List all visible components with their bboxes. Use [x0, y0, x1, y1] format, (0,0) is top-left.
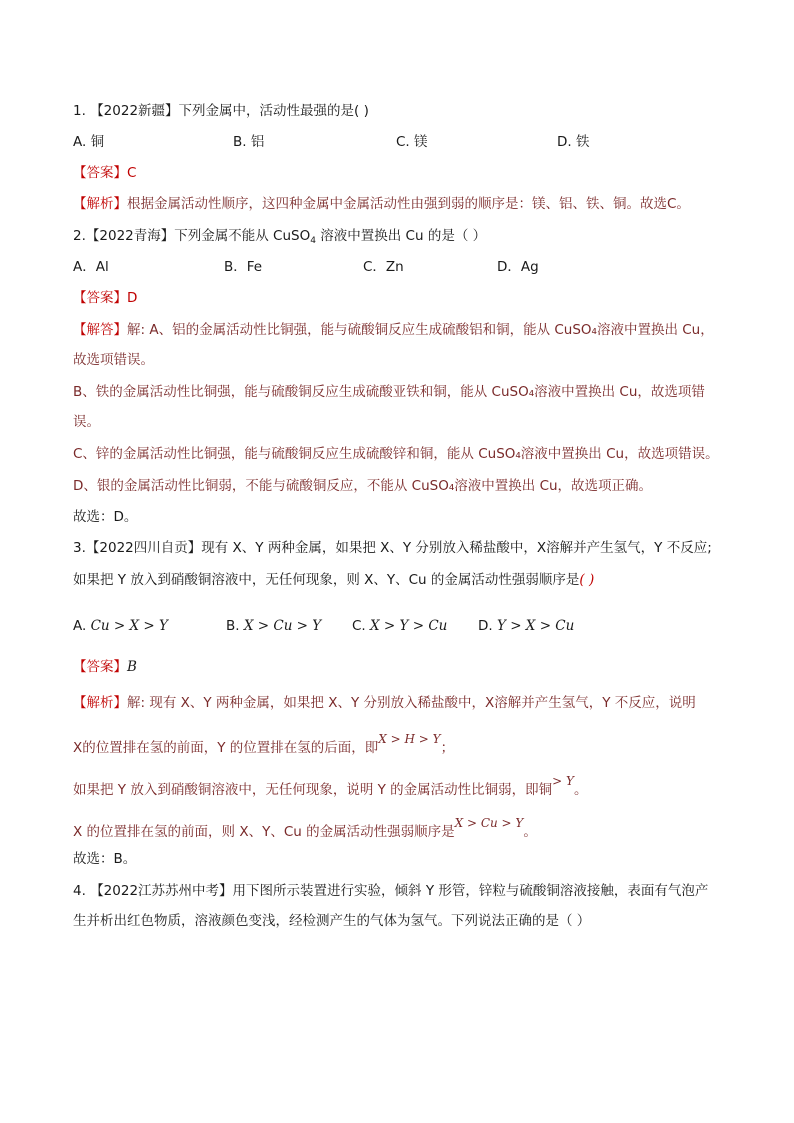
q2-option-a: A．Al [73, 259, 109, 275]
q3-stem-text1: 现有 X、Y 两种金属，如果把 X、Y 分别放入稀盐酸中，X溶解并产生氢气，Y 不反应; [201, 540, 712, 556]
q4-number: 4. [73, 883, 86, 899]
q2-answer [73, 288, 137, 308]
q1-source: 【2022新疆】 [90, 103, 179, 119]
q2-analysis-a [73, 320, 714, 340]
q2-source: 【2022青海】 [85, 228, 175, 244]
q3-analysis-line4 [73, 816, 537, 842]
q2-conclusion: 故选：D。 [73, 509, 138, 525]
q3-option-d-expr: Y > X > Cu [496, 618, 575, 634]
q3-option-a [73, 616, 168, 636]
q3-line4-text: X 的位置排在氢的前面，则 X、Y、Cu 的金属活动性强弱顺序是 [73, 824, 455, 840]
q4-stem-text1: 用下图所示装置进行实验，倾斜 Y 形管，锌粒与硫酸铜溶液接触，表面有气泡产 [232, 883, 709, 899]
q4-stem-line1 [73, 881, 708, 901]
q2-d-line: D、银的金属活动性比铜弱，不能与硫酸铜反应，不能从 CuSO₄溶液中置换出 Cu，故选项正确。 [73, 478, 653, 494]
q2-stem [73, 226, 486, 251]
q3-line1: 解: 现有 X、Y 两种金属，如果把 X、Y 分别放入稀盐酸中，X溶解并产生氢气，Y 不反应，说明 [127, 695, 696, 711]
q3-option-d-letter: D. [478, 618, 493, 634]
q2-stem-sub: 4 [310, 236, 316, 246]
q3-analysis-line3 [73, 774, 588, 800]
q3-option-b [226, 616, 321, 636]
q2-c-line: C、锌的金属活动性比铜强，能与硫酸铜反应生成硫酸锌和铜，能从 CuSO₄溶液中置换出 Cu，故选项错误。 [73, 446, 719, 462]
q3-line4-math: X > Cu > Y [454, 816, 524, 830]
q1-number: 1. [73, 103, 86, 119]
q3-option-c-letter: C. [352, 618, 366, 634]
q4-source: 【2022江苏苏州中考】 [90, 883, 233, 899]
q3-stem-paren: ( ) [579, 572, 595, 588]
q3-source: 【2022四川自贡】 [85, 540, 202, 556]
q1-option-a: A. 铜 [73, 134, 105, 150]
q1-answer-value: C [127, 165, 137, 181]
q1-analysis-tag: 【解析】 [73, 196, 127, 212]
q3-option-a-letter: A. [73, 618, 87, 634]
q3-analysis-line2 [73, 732, 455, 758]
q3-answer [73, 657, 137, 677]
q3-option-c-expr: X > Y > Cu [370, 618, 448, 634]
q1-option-c: C. 镁 [396, 134, 428, 150]
q2-analysis-tag: 【解答】 [73, 322, 127, 338]
q2-a-line1: 解: A、铝的金属活动性比铜强，能与硫酸铜反应生成硫酸铝和铜，能从 CuSO₄溶液中置换出 Cu， [127, 322, 714, 338]
q1-stem-text: 下列金属中，活动性最强的是( ) [178, 103, 369, 119]
q3-line3-math: > Y [552, 774, 574, 788]
q3-option-d [478, 616, 574, 636]
q2-option-b: B．Fe [224, 259, 263, 275]
q3-line2-math: X > H > Y [378, 732, 441, 746]
q2-option-c: C．Zn [363, 259, 404, 275]
q3-line2-end: ； [440, 740, 455, 756]
q1-stem [73, 101, 369, 121]
q3-stem-text2: 如果把 Y 放入到硝酸铜溶液中，无任何现象，则 X、Y、Cu 的金属活动性强弱顺序是 [73, 572, 580, 588]
q2-stem-post: 溶液中置换出 Cu 的是（ ） [315, 228, 487, 244]
q4-stem-line2: 生并析出红色物质，溶液颜色变浅，经检测产生的气体为氢气。下列说法正确的是（ ） [73, 913, 591, 929]
q2-number: 2. [73, 228, 86, 244]
q1-option-d: D. 铁 [557, 134, 590, 150]
q3-stem-line1 [73, 538, 712, 558]
q2-b-line2: 误。 [73, 414, 100, 430]
q2-stem-pre: 下列金属不能从 CuSO [174, 228, 311, 244]
q2-option-d: D．Ag [497, 259, 539, 275]
q3-number: 3. [73, 540, 86, 556]
q3-line4-end: 。 [523, 824, 537, 840]
q3-conclusion: 故选：B。 [73, 851, 137, 867]
q3-line2-text: X的位置排在氢的前面，Y 的位置排在氢的后面，即 [73, 740, 379, 756]
q1-analysis-text: 根据金属活动性顺序，这四种金属中金属活动性由强到弱的顺序是：镁、铝、铁、铜。故选C。 [127, 196, 690, 212]
q3-option-a-expr: Cu > X > Y [90, 618, 168, 634]
q3-analysis-tag: 【解析】 [73, 695, 127, 711]
q1-answer-tag: 【答案】 [73, 165, 127, 181]
q3-option-c [352, 616, 447, 636]
q2-a-line2: 故选项错误。 [73, 352, 154, 368]
q3-answer-value: B [127, 659, 137, 675]
q1-analysis [73, 194, 690, 214]
q1-answer [73, 163, 136, 183]
q3-line3-end: 。 [573, 782, 588, 798]
q2-b-line1: B、铁的金属活动性比铜强，能与硫酸铜反应生成硫酸亚铁和铜，能从 CuSO₄溶液中置换出 Cu，故选项错 [73, 384, 705, 400]
q3-stem-line2 [73, 570, 594, 590]
q3-line3-text: 如果把 Y 放入到硝酸铜溶液中，无任何现象，说明 Y 的金属活动性比铜弱，即铜 [73, 782, 553, 798]
q3-option-b-letter: B. [226, 618, 240, 634]
q2-answer-value: D [127, 290, 138, 306]
q3-answer-tag: 【答案】 [73, 659, 127, 675]
q1-option-b: B. 铝 [233, 134, 265, 150]
q2-answer-tag: 【答案】 [73, 290, 127, 306]
q3-analysis-line1 [73, 693, 696, 713]
q3-option-b-expr: X > Cu > Y [243, 618, 322, 634]
